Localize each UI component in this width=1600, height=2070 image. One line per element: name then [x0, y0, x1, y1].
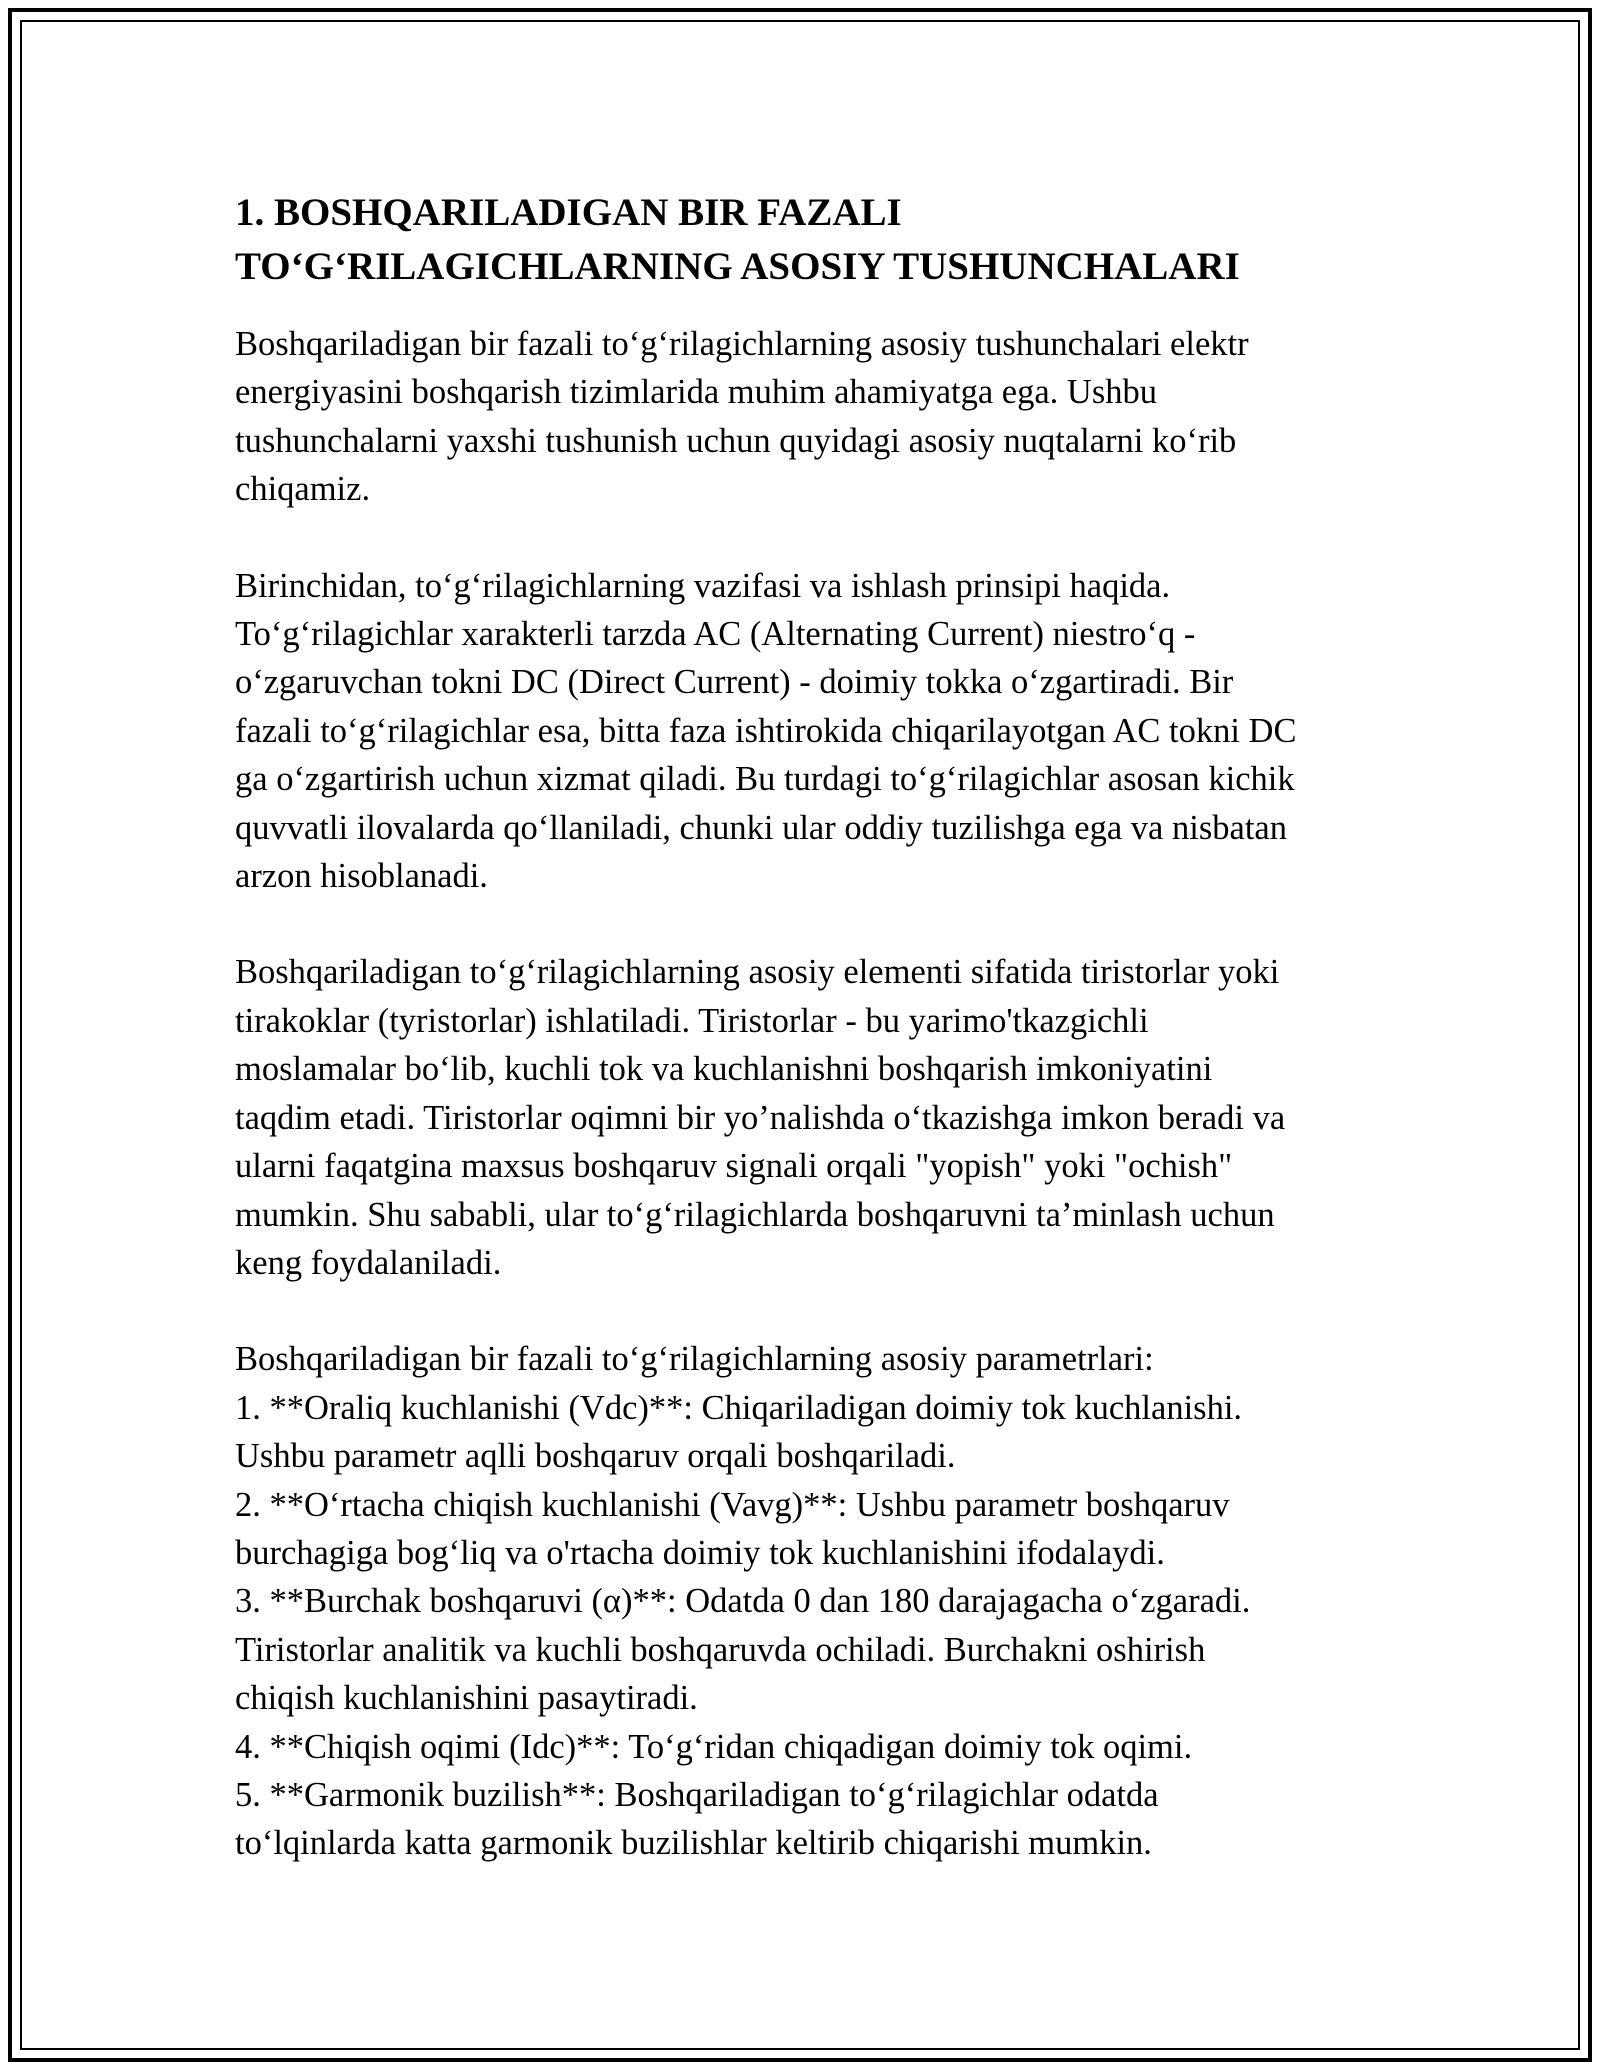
- text-line: Birinchidan, to‘g‘rilagichlarning vazifasi va ishlash prinsipi haqida.: [235, 566, 1171, 605]
- text-line: fazali to‘g‘rilagichlar esa, bitta faza ishtirokida chiqarilayotgan AC tokni DC: [235, 711, 1297, 750]
- text-line: taqdim etadi. Tiristorlar oqimni bir yo’nalishda o‘tkazishga imkon beradi va: [235, 1098, 1286, 1137]
- text-line: o‘zgaruvchan tokni DC (Direct Current) - doimiy tokka o‘zgartiradi. Bir: [235, 663, 1234, 702]
- text-line: moslamalar bo‘lib, kuchli tok va kuchlanishni boshqarish imkoniyatini: [235, 1050, 1213, 1089]
- text-line: quvvatli ilovalarda qo‘llaniladi, chunki ular oddiy tuzilishga ega va nisbatan: [235, 808, 1287, 847]
- paragraph-purpose: [235, 562, 1375, 901]
- text-line: arzon hisoblanadi.: [235, 857, 488, 896]
- paragraph-thyristors: [235, 948, 1375, 1287]
- text-line: 2. **O‘rtacha chiqish kuchlanishi (Vavg)**: Ushbu parametr boshqaruv: [235, 1485, 1230, 1524]
- text-line: Boshqariladigan to‘g‘rilagichlarning asosiy elementi sifatida tiristorlar yoki: [235, 953, 1280, 992]
- text-line: ga o‘zgartirish uchun xizmat qiladi. Bu turdagi to‘g‘rilagichlar asosan kichik: [235, 760, 1295, 799]
- text-line: tirakoklar (tyristorlar) ishlatiladi. Tiristorlar - bu yarimo'tkazgichli: [235, 1001, 1149, 1040]
- text-line: Ushbu parametr aqlli boshqaruv orqali boshqariladi.: [235, 1437, 956, 1476]
- text-line: Tiristorlar analitik va kuchli boshqaruvda ochiladi. Burchakni oshirish: [235, 1630, 1206, 1669]
- text-line: energiyasini boshqarish tizimlarida muhim ahamiyatga ega. Ushbu: [235, 373, 1158, 412]
- text-line: To‘g‘rilagichlar xarakterli tarzda AC (Alternating Current) niestro‘q -: [235, 615, 1196, 654]
- text-line: 1. **Oraliq kuchlanishi (Vdc)**: Chiqariladigan doimiy tok kuchlanishi.: [235, 1388, 1243, 1427]
- document-body: [235, 186, 1375, 1868]
- paragraph-intro: [235, 320, 1375, 514]
- paragraph-parameters: [235, 1335, 1375, 1867]
- text-line: Boshqariladigan bir fazali to‘g‘rilagichlarning asosiy parametrlari:: [235, 1340, 1154, 1379]
- document-title: [235, 186, 1375, 294]
- text-line: 3. **Burchak boshqaruvi (α)**: Odatda 0 dan 180 darajagacha o‘zgaradi.: [235, 1582, 1251, 1621]
- text-line: Boshqariladigan bir fazali to‘g‘rilagichlarning asosiy tushunchalari elektr: [235, 325, 1249, 363]
- title-line: 1. BOSHQARILADIGAN BIR FAZALI: [235, 191, 902, 234]
- text-line: tushunchalarni yaxshi tushunish uchun quyidagi asosiy nuqtalarni ko‘rib: [235, 421, 1237, 460]
- text-line: 4. **Chiqish oqimi (Idc)**: To‘g‘ridan chiqadigan doimiy tok oqimi.: [235, 1727, 1193, 1766]
- text-line: to‘lqinlarda katta garmonik buzilishlar keltirib chiqarishi mumkin.: [235, 1824, 1152, 1863]
- text-line: mumkin. Shu sababli, ular to‘g‘rilagichlarda boshqaruvni ta’minlash uchun: [235, 1195, 1275, 1234]
- text-line: chiqamiz.: [235, 470, 371, 509]
- text-line: burchagiga bog‘liq va o'rtacha doimiy tok kuchlanishini ifodalaydi.: [235, 1533, 1165, 1572]
- text-line: ularni faqatgina maxsus boshqaruv signali orqali "yopish" yoki "ochish": [235, 1147, 1233, 1186]
- title-line: TO‘G‘RILAGICHLARNING ASOSIY TUSHUNCHALARI: [235, 245, 1240, 288]
- text-line: 5. **Garmonik buzilish**: Boshqariladigan to‘g‘rilagichlar odatda: [235, 1775, 1159, 1814]
- text-line: keng foydalaniladi.: [235, 1243, 502, 1282]
- text-line: chiqish kuchlanishini pasaytiradi.: [235, 1679, 698, 1718]
